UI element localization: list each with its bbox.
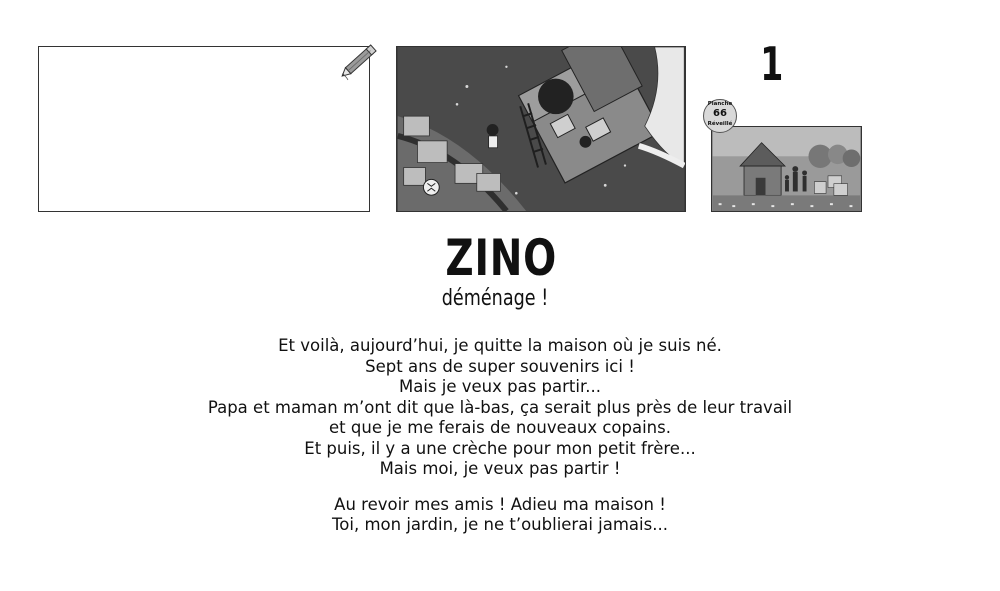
- story-line: Mais je veux pas partir...: [399, 377, 601, 396]
- story-line: Sept ans de super souvenirs ici !: [365, 356, 635, 376]
- moving-day-illustration: [396, 46, 686, 212]
- page-number: 1: [760, 37, 784, 91]
- street-scene-illustration: [711, 126, 862, 212]
- writing-area[interactable]: [38, 46, 370, 212]
- planche-badge: [703, 99, 737, 133]
- story-line: Au revoir mes amis ! Adieu ma maison !: [334, 494, 666, 514]
- badge-number: 66: [713, 108, 727, 119]
- book-title: ZINO: [445, 229, 558, 287]
- badge-top-label: Planche: [707, 101, 733, 107]
- story-line: Et voilà, aujourd’hui, je quitte la maison où je suis né.: [278, 336, 722, 355]
- story-line: Mais moi, je veux pas partir !: [379, 459, 621, 478]
- story-line: et que je me ferais de nouveaux copains.: [329, 418, 671, 437]
- pencil-icon: [334, 34, 386, 86]
- story-text: [150, 336, 850, 536]
- story-line: Toi, mon jardin, je ne t’oublierai jamais...: [332, 515, 668, 534]
- story-line: Et puis, il y a une crèche pour mon petit frère...: [304, 438, 696, 458]
- paragraph-gap: [150, 480, 850, 495]
- book-subtitle: déménage !: [441, 286, 549, 311]
- badge-bottom-label: Réveillé: [707, 121, 733, 127]
- story-line: Papa et maman m’ont dit que là-bas, ça serait plus près de leur travail: [207, 397, 793, 417]
